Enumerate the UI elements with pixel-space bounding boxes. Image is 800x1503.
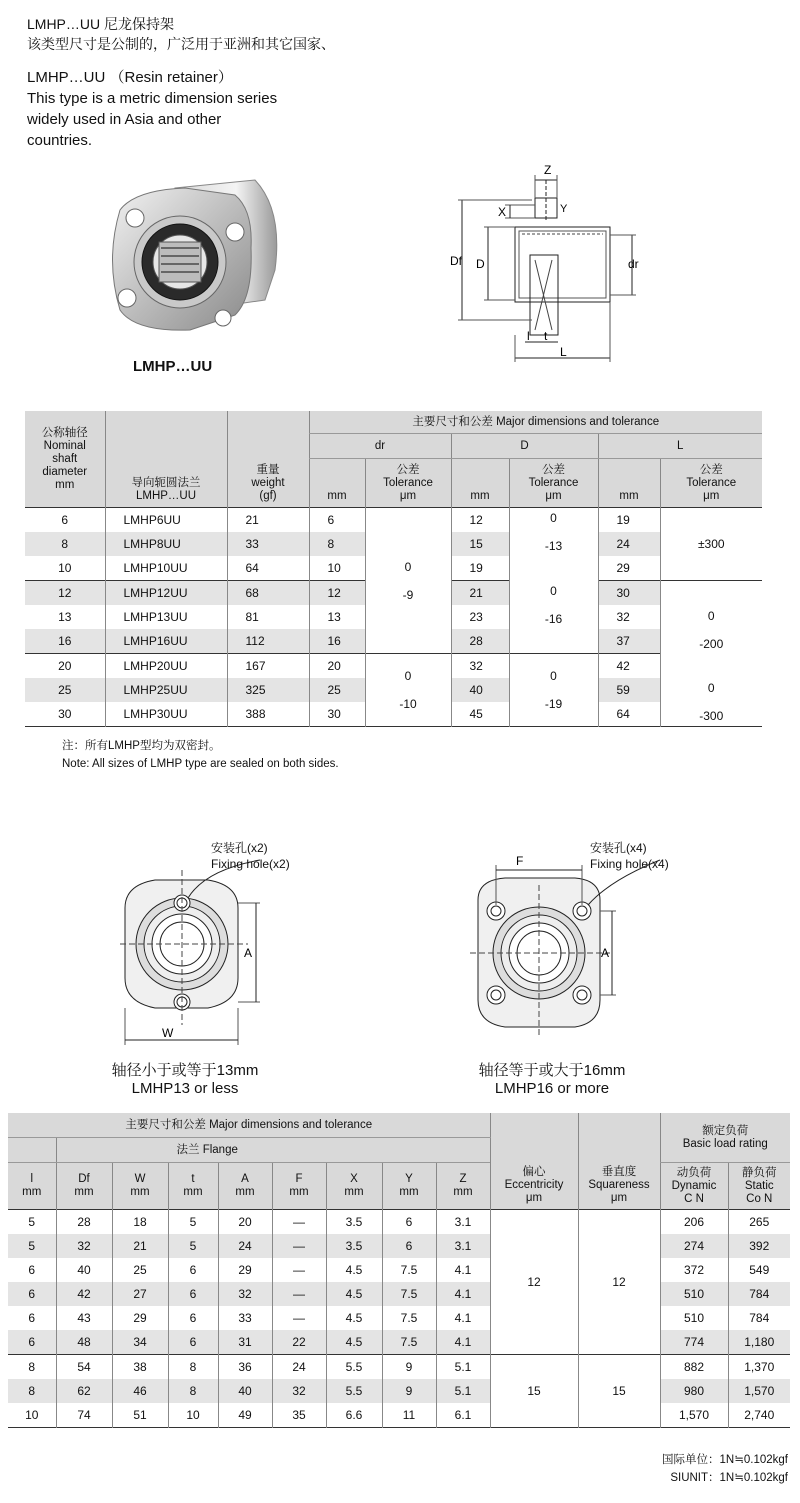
- L-tolerance-group-3: 0 -300: [660, 678, 762, 727]
- flange-left-dim-a: A: [244, 946, 253, 960]
- th-dr-mm: mm: [309, 459, 365, 508]
- th-dr-tol: 公差 Tolerance μm: [365, 459, 451, 508]
- D-tolerance-group-2: 0 -16: [509, 556, 598, 654]
- table-row: 6 43 29 6 33 — 4.5 7.5 4.1 510 784: [8, 1306, 790, 1330]
- dim-z: Z: [544, 163, 552, 177]
- table-row: 6 48 34 6 31 22 4.5 7.5 4.1 774 1,180: [8, 1330, 790, 1355]
- flange-right-dim-a: A: [601, 946, 610, 960]
- th-dr: dr: [309, 434, 451, 459]
- table-row: 8 LMHP8UU 33 8 15 24: [25, 532, 762, 556]
- description-en-line1: This type is a metric dimension series: [27, 90, 278, 107]
- table-row: 5 32 21 5 24 — 3.5 6 3.1 274 392: [8, 1234, 790, 1258]
- th2-w: W mm: [112, 1163, 168, 1210]
- th-weight: 重量 weight (gf): [227, 411, 309, 508]
- table-row: 30 LMHP30UU 388 30 45 64: [25, 702, 762, 727]
- dimension-table-2: [8, 1113, 790, 1428]
- th2-dynamic: 动负荷 Dynamic C N: [660, 1163, 728, 1210]
- table-row: 6 LMHP6UU 21 6 0 -9 12 0 -13 19 ±300: [25, 508, 762, 533]
- th2-df: Df mm: [56, 1163, 112, 1210]
- th-L: L: [598, 434, 762, 459]
- table-row: 10 74 51 10 49 35 6.6 11 6.1 1,570 2,740: [8, 1403, 790, 1428]
- flange-right-dim-f: F: [516, 854, 524, 868]
- dim-df: Df: [450, 254, 462, 268]
- flange-right-caption: 轴径等于或大于16mm LMHP16 or more: [478, 1062, 626, 1097]
- table-row: 6 40 25 6 29 — 4.5 7.5 4.1 372 549: [8, 1258, 790, 1282]
- dim-d: D: [476, 257, 485, 271]
- units-cn: 国际单位：1N≒0.102kgf: [662, 1454, 788, 1466]
- th-D: D: [451, 434, 598, 459]
- table-row: 25 LMHP25UU 325 25 40 59 0 -300: [25, 678, 762, 702]
- flange-diagram-4-holes: [460, 845, 680, 1055]
- table-row: 20 LMHP20UU 167 20 0 -10 32 0 -19 42: [25, 654, 762, 679]
- dim-x: X: [498, 205, 507, 219]
- dr-tolerance-group-1: 0 -9: [365, 508, 451, 654]
- th2-major-dimensions: 主要尺寸和公差 Major dimensions and tolerance: [8, 1113, 490, 1138]
- description-en-line3: countries.: [27, 132, 93, 149]
- table-row: 5 28 18 5 20 — 3.5 6 3.1 12 12 206 265: [8, 1210, 790, 1235]
- flange-right-hole-label: 安装孔(x4) Fixing hole(x4): [590, 841, 669, 871]
- th2-a: A mm: [218, 1163, 272, 1210]
- th-major-dimensions: 主要尺寸和公差 Major dimensions and tolerance: [309, 411, 762, 434]
- dim-dr: dr: [628, 257, 639, 271]
- eccentricity-group-2: 15: [490, 1355, 578, 1428]
- table-row: 13 LMHP13UU 81 13 23 32: [25, 605, 762, 629]
- th2-l: l mm: [8, 1163, 56, 1210]
- dimension-table-1: [25, 411, 762, 727]
- th2-flange: 法兰 Flange: [56, 1138, 490, 1163]
- product-caption: LMHP…UU: [133, 358, 213, 375]
- title-en: LMHP…UU （Resin retainer）: [27, 69, 233, 86]
- th2-x: X mm: [326, 1163, 382, 1210]
- squareness-group-2: 15: [578, 1355, 660, 1428]
- description-cn: 该类型尺寸是公制的，广泛用于亚洲和其它国家、: [27, 36, 335, 52]
- dr-tolerance-group-2: 0 -10: [365, 654, 451, 727]
- th-guide-model: 导向轭圆法兰 LMHP…UU: [105, 411, 227, 508]
- table-row: 16 LMHP16UU 112 16 28 37: [25, 629, 762, 654]
- th2-f: F mm: [272, 1163, 326, 1210]
- title-cn: LMHP…UU 尼龙保持架: [27, 16, 175, 32]
- dim-t: t: [544, 329, 548, 343]
- D-tolerance-group-3: 0 -19: [509, 654, 598, 727]
- table-row: 8 54 38 8 36 24 5.5 9 5.1 15 15 882 1,370: [8, 1355, 790, 1380]
- dim-y: Y: [560, 203, 568, 215]
- th2-static: 静负荷 Static Co N: [728, 1163, 790, 1210]
- th2-y: Y mm: [382, 1163, 436, 1210]
- L-tolerance-group-2: 0 -200: [660, 581, 762, 679]
- L-tolerance-group-1: ±300: [660, 508, 762, 581]
- table-row: 6 42 27 6 32 — 4.5 7.5 4.1 510 784: [8, 1282, 790, 1306]
- th-nominal: 公称轴径 Nominal shaft diameter mm: [25, 411, 105, 508]
- th2-basic-load: 额定负荷 Basic load rating: [660, 1113, 790, 1163]
- table-row: 8 62 46 8 40 32 5.5 9 5.1 980 1,570: [8, 1379, 790, 1403]
- product-photo: [95, 170, 295, 345]
- th2-t: t mm: [168, 1163, 218, 1210]
- flange-left-hole-label: 安装孔(x2) Fixing hole(x2): [211, 841, 290, 871]
- th-L-tol: 公差 Tolerance μm: [660, 459, 762, 508]
- table-row: 10 LMHP10UU 64 10 19 0 -16 29: [25, 556, 762, 581]
- squareness-group-1: 12: [578, 1210, 660, 1355]
- note-en: Note: All sizes of LMHP type are sealed on both sides.: [62, 758, 339, 770]
- description-en-line2: widely used in Asia and other: [27, 111, 222, 128]
- th2-z: Z mm: [436, 1163, 490, 1210]
- note-cn: 注：所有LMHP型均为双密封。: [62, 740, 221, 752]
- th-D-mm: mm: [451, 459, 509, 508]
- section-diagram: [440, 160, 650, 370]
- dim-L: L: [560, 345, 567, 359]
- dim-l-small: l: [527, 329, 530, 343]
- D-tolerance-group-1: 0 -13: [509, 508, 598, 557]
- flange-left-caption: 轴径小于或等于13mm LMHP13 or less: [111, 1062, 259, 1097]
- eccentricity-group-1: 12: [490, 1210, 578, 1355]
- th-D-tol: 公差 Tolerance μm: [509, 459, 598, 508]
- flange-left-dim-w: W: [162, 1026, 174, 1040]
- table-row: 12 LMHP12UU 68 12 21 30 0 -200: [25, 581, 762, 606]
- th2-eccentricity: 偏心 Eccentricity μm: [490, 1113, 578, 1210]
- th-L-mm: mm: [598, 459, 660, 508]
- units-en: SIUNIT：1N≒0.102kgf: [670, 1472, 788, 1484]
- th2-squareness: 垂直度 Squareness μm: [578, 1113, 660, 1210]
